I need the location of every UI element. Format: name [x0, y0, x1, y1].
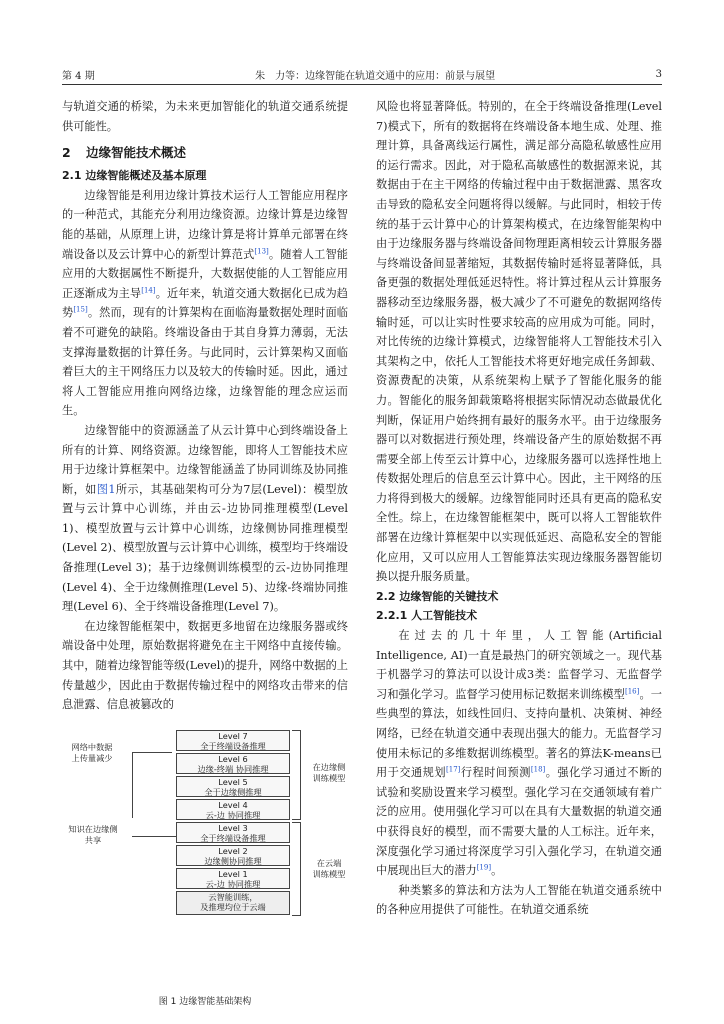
label-line: 训练模型	[312, 869, 346, 879]
text-run: 。随着人工智能应用的大数据属性不断提升，大数据使能的人工智能应用正逐渐成为主导	[62, 247, 348, 300]
right-column	[376, 97, 662, 920]
label-edge-training	[306, 762, 352, 784]
text-run: 行程时间预测	[460, 766, 531, 780]
arrow-line	[132, 752, 172, 753]
label-knowledge-shared	[58, 824, 128, 846]
paragraph	[62, 186, 348, 421]
arrow-line	[132, 752, 133, 818]
level-box	[176, 868, 290, 889]
citation[interactable]: [14]	[141, 286, 156, 295]
level-stack	[176, 730, 290, 917]
level-name: Level 2	[218, 846, 248, 856]
paragraph	[62, 421, 348, 617]
level-name: Level 3	[218, 823, 248, 833]
level-name: Level 5	[218, 777, 248, 787]
page-number: 3	[655, 68, 662, 80]
citation[interactable]: [17]	[446, 765, 461, 774]
label-cloud-training	[306, 858, 352, 880]
section-heading	[62, 144, 348, 162]
header-rule	[62, 84, 662, 85]
bracket-cloud	[292, 822, 301, 916]
text-run: 边缘智能是利用边缘计算技术运行人工智能应用程序的一种范式，其能充分利用边缘资源。边缘计算是边缘智能的基础，从原理上讲，边缘计算是将计算单元部署在终端设备以及云计算中心的新型计算范式	[62, 188, 348, 261]
text-run: 所示，其基础架构可分为7层(Level)：模型放置与云计算中心训练，并由云-边协同推理模型(Level 1)、模型放置与云计算中心训练，边缘侧协同推理模型(Level 2)、模型放置与云计算中心训练，模型均于终端设备推理(Level 3)；基于边缘侧训练模型的云-边协同推理(Level 4)、全于边缘侧推理(Level 5)、边缘-终端协同推理(Level 6)、全于终端设备推理(Level 7)。	[62, 482, 348, 614]
level-name: Level 1	[218, 869, 248, 879]
subsection-heading: 2.1 边缘智能概述及基本原理	[62, 169, 207, 183]
level-name: Level 4	[218, 800, 248, 810]
level-name: Level 7	[218, 731, 248, 741]
level-desc: 云-边 协同推理	[205, 810, 261, 820]
section-title: 边缘智能技术概述	[86, 145, 187, 161]
level-desc: 边缘-终端 协同推理	[197, 764, 269, 774]
subsection-heading: 2.2 边缘智能的关键技术	[376, 589, 499, 603]
left-column	[62, 97, 348, 715]
arrow-line	[132, 836, 176, 837]
level-desc: 全于终端设备推理	[200, 741, 266, 751]
figure-link[interactable]: 图1	[96, 482, 116, 496]
cloud-box	[176, 891, 290, 915]
level-box	[176, 776, 290, 797]
figure-edge-intelligence-architecture	[62, 728, 348, 1018]
text-run: 边缘智能中的资源涵盖了从云计算中心到终端设备上所有的计算、网络资源。边缘智能，即将人工智能技术应用于边缘计算框架中。边缘智能涵盖了协同训练及协同推断，如	[62, 423, 348, 496]
level-desc: 云-边 协同推理	[205, 879, 261, 889]
paragraph: 在边缘智能框架中，数据更多地留在边缘服务器或终端设备中处理，原始数据将避免在主干网络中直接传输。其中，随着边缘智能等级(Level)的提升，网络中数据的上传量越少，因此由于数据传输过程中的网络攻击带来的信息泄露、信息被篡改的	[62, 619, 348, 712]
label-line: 知识在边缘侧	[68, 824, 118, 834]
citation[interactable]: [16]	[624, 687, 640, 696]
level-desc: 边缘侧协同推理	[204, 856, 262, 866]
issue-number: 第 4 期	[62, 70, 95, 82]
citation[interactable]: [18]	[530, 765, 546, 774]
subsubsection-heading: 2.2.1 人工智能技术	[376, 609, 478, 623]
level-box	[176, 845, 290, 866]
level-name: Level 6	[218, 754, 248, 764]
label-line: 共享	[84, 835, 102, 845]
cloud-line: 及推理均位于云端	[200, 902, 266, 912]
label-upload-decrease	[62, 742, 122, 764]
citation[interactable]: [13]	[254, 246, 269, 255]
cloud-line: 云智能训练，	[208, 892, 258, 902]
citation[interactable]: [19]	[476, 863, 492, 872]
paragraph	[376, 626, 662, 881]
text-run: 。强化学习通过不断的试验和奖励设置来学习模型。强化学习在交通领域有着广泛的应用。使用强化学习可以在具有大量数据的轨道交通中获得良好的模型，而不需要大量的人工标注。近年来，深度强化学习通过将深度学习引入强化学习，在轨道交通中展现出巨大的潜力	[376, 766, 662, 878]
citation[interactable]: [15]	[73, 305, 88, 314]
text-run: 。一些典型的算法，如线性回归、支持向量机、决策树、神经网络，已经在轨道交通中表现出强大的能力。无监督学习使用未标记的多维数据训练模型。著名的算法K-means已用于交通规划	[376, 687, 662, 780]
label-line: 上传量减少	[71, 753, 113, 763]
paragraph: 与轨道交通的桥梁，为未来更加智能化的轨道交通系统提供可能性。	[62, 100, 348, 133]
label-line: 在边缘侧	[312, 762, 346, 772]
text-run: 在过去的几十年里，人工智能(Artificial Intelligence, AI)一直是最热门的研究领域之一。现代基于机器学习的算法可以设计成3类：监督学习、无监督学习和强化学习。监督学习使用标记数据来训练模型	[376, 629, 662, 701]
figure-caption: 图 1 边缘智能基础架构	[158, 997, 252, 1007]
text-run: 。	[491, 864, 503, 878]
bracket-edge	[292, 730, 301, 820]
label-line: 在云端	[316, 858, 342, 868]
level-desc: 全于边缘侧推理	[204, 787, 262, 797]
paragraph: 种类繁多的算法和方法为人工智能在轨道交通系统中的各种应用提供了可能性。在轨道交通系统	[376, 883, 662, 917]
page-header	[62, 66, 662, 82]
paragraph: 风险也将显著降低。特别的，在全于终端设备推理(Level 7)模式下，所有的数据将在终端设备本地生成、处理、推理计算，具备离线运行属性，满足部分高隐私敏感性应用的运行需求。因此，对于隐私高敏感性的数据源来说，其数据由于在主干网络的传输过程中由于数据泄露、黑客攻击导致的隐私安全问题将得以缓解。与此同时，相较于传统的基于云计算中心的计算架构模式，在边缘智能架构中由于边缘服务器与终端设备间物理距离相较云计算服务器与终端设备间显著缩短，其数据传输时延将显著降低，具备更强的数据处理低延迟特性。将计算过程从云计算服务器移动至边缘服务器，极大减少了不可避免的数据网络传输时延，可以让实时性要求较高的应用成为可能。同时，对比传统的边缘计算模式，边缘智能将人工智能技术引入其架构之中，依托人工智能技术将更好地完成任务卸载、资源费配的决策，从系统架构上赋予了智能化服务的能力。智能化的服务卸载策略将根据实际情况动态做最优化判断，保证用户始终拥有最好的服务水平。由于边缘服务器可以对数据进行预处理，终端设备产生的原始数据不再需要全部上传至云计算中心，边缘服务器可以选择性地上传数据处理后的信息至云计算中心。因此，主干网络的压力将得到极大的缓解。边缘智能同时还具有更高的隐私安全性。综上，在边缘智能框架中，既可以将人工智能软件部署在边缘计算框架中以实现低延迟、高隐私安全的智能化应用，又可以应用人工智能算法实现边缘服务器智能切换以提升服务质量。	[376, 100, 662, 584]
text-run: 。近年来，轨道交通大数据化已成为趋势	[62, 286, 348, 320]
level-box	[176, 753, 290, 774]
level-box	[176, 822, 290, 843]
label-line: 网络中数据	[71, 742, 113, 752]
label-line: 训练模型	[312, 773, 346, 783]
running-title: 朱 力等：边缘智能在轨道交通中的应用：前景与展望	[255, 70, 496, 82]
level-box	[176, 730, 290, 751]
level-box	[176, 799, 290, 820]
text-run: 。然而，现有的计算架构在面临海量数据处理时面临着不可避免的缺陷。终端设备由于其自身算力薄弱，无法支撑海量数据的计算任务。与此同时，云计算架构又面临着巨大的主干网络压力以及较大的传输时延。因此，通过将人工智能应用推向网络边缘，边缘智能的理念应运而生。	[62, 306, 348, 418]
level-desc: 全于终端设备推理	[200, 833, 266, 843]
section-number: 2	[62, 145, 71, 161]
